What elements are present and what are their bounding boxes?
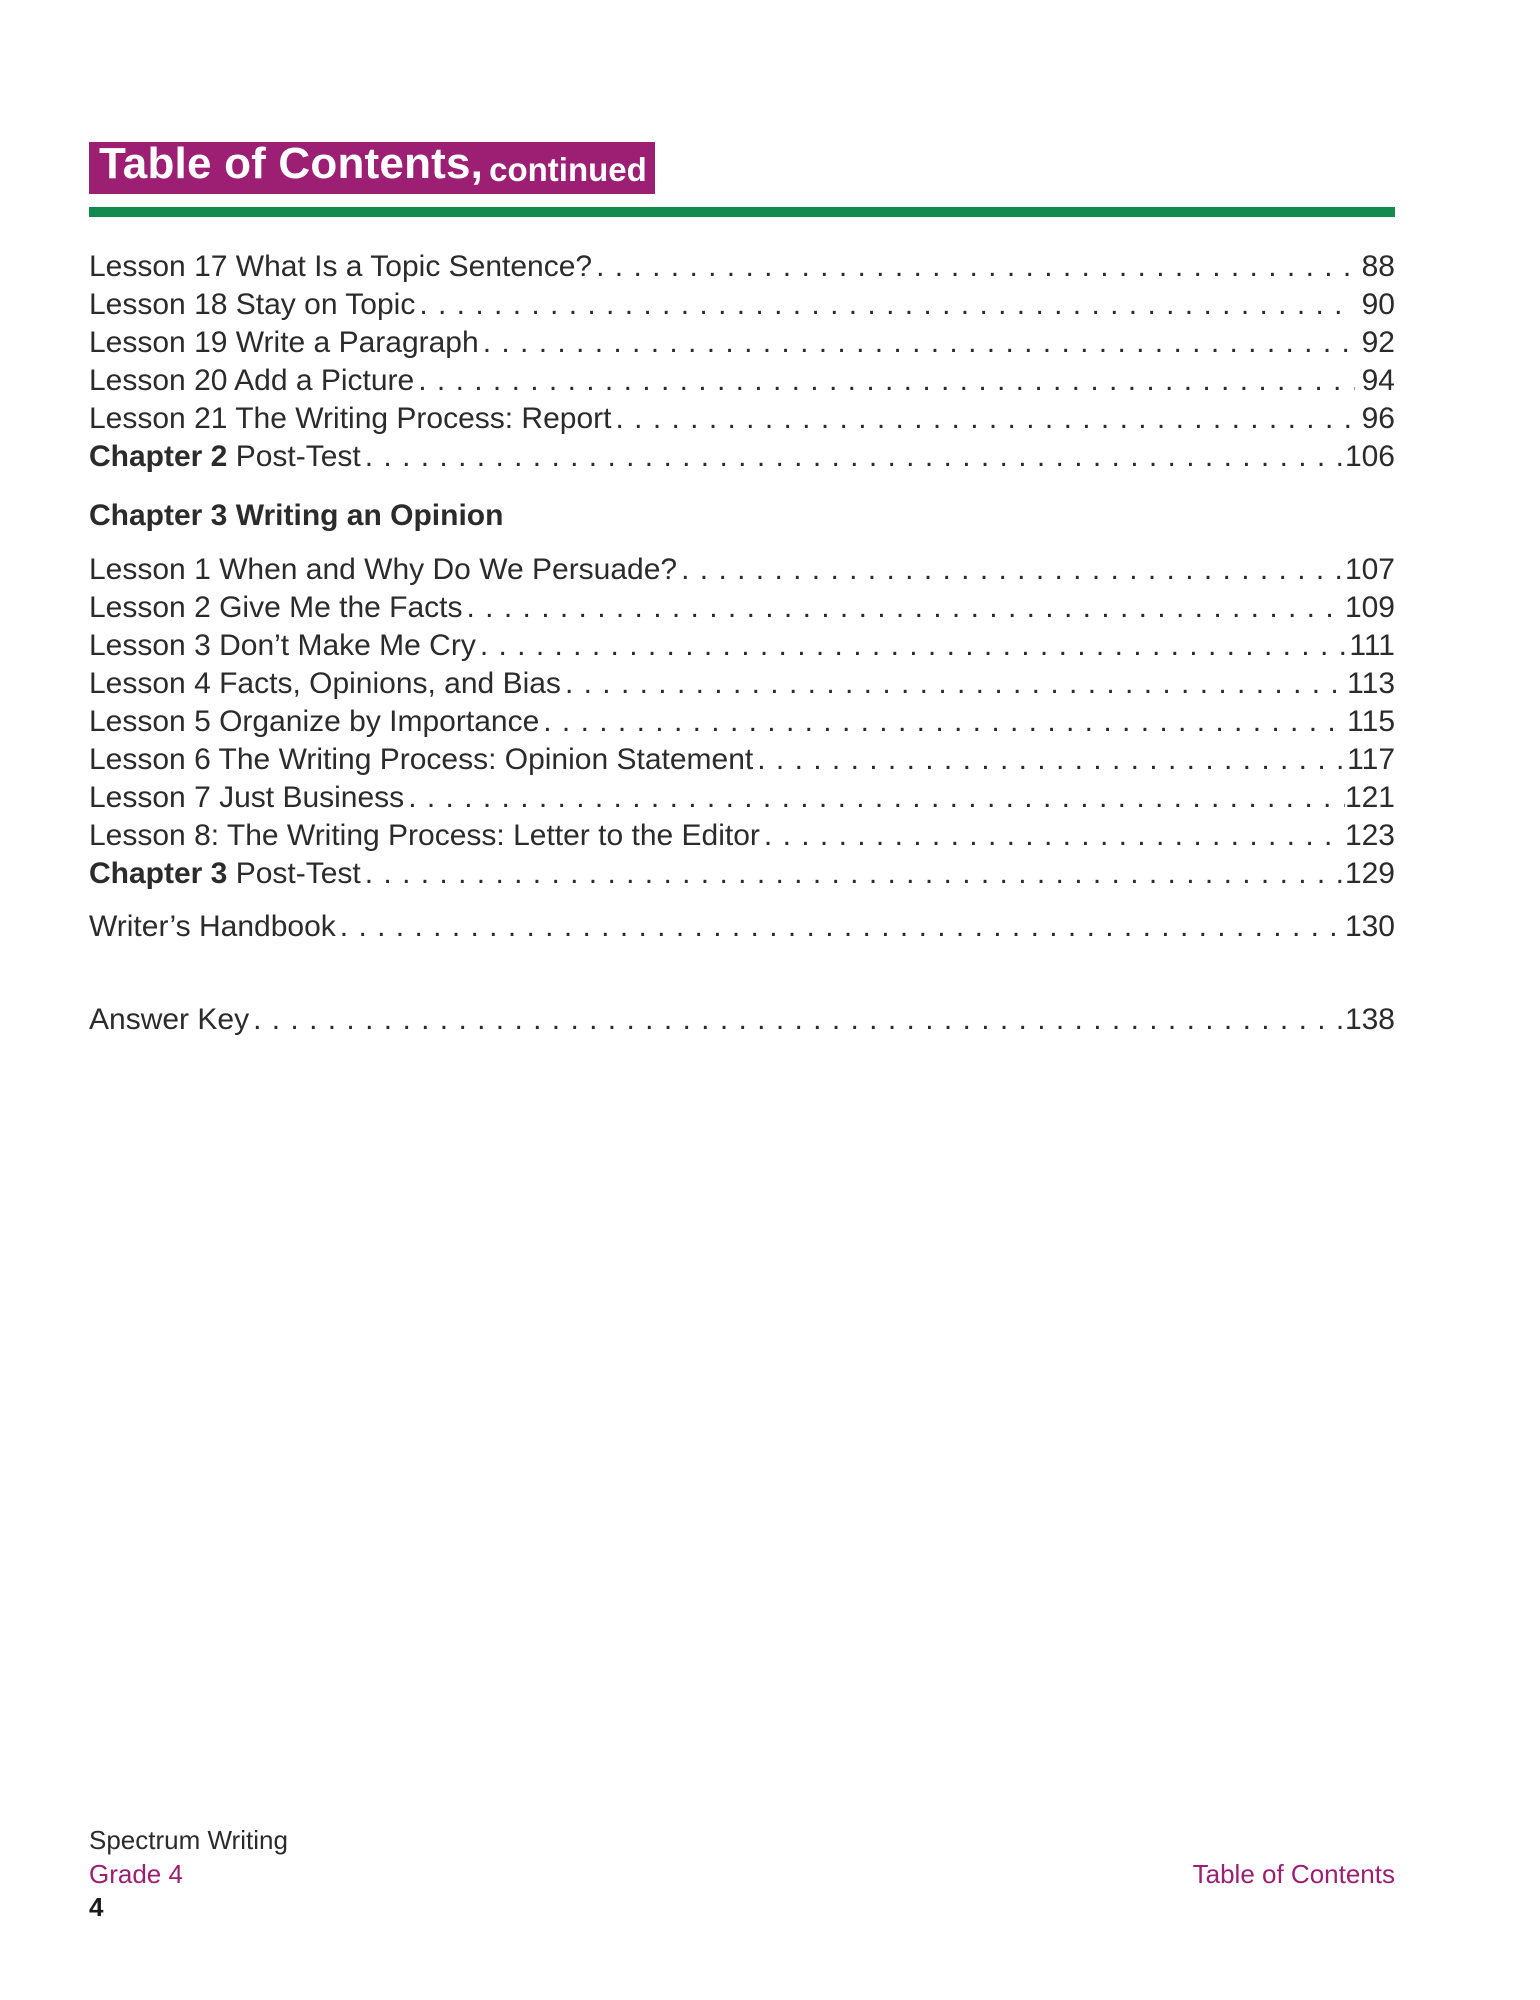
dot-leader bbox=[480, 627, 1350, 665]
toc-entry-label: Post-Test bbox=[227, 440, 361, 473]
dot-leader bbox=[408, 779, 1345, 817]
dot-leader bbox=[681, 551, 1345, 589]
toc-entry-page: 111 bbox=[1349, 629, 1395, 662]
toc-entry-page: 113 bbox=[1347, 667, 1395, 700]
dot-leader bbox=[418, 362, 1355, 400]
toc-entry-label: Lesson 2 Give Me the Facts bbox=[89, 591, 463, 624]
toc-entry-answer-key bbox=[89, 1001, 1395, 1039]
toc-entry-page: 107 bbox=[1344, 553, 1395, 586]
toc-entry-page: 129 bbox=[1344, 857, 1395, 890]
toc-entry-label: Lesson 19 Write a Paragraph bbox=[89, 326, 479, 359]
toc-entry bbox=[89, 703, 1395, 741]
dot-leader bbox=[565, 665, 1347, 703]
toc-entry-page: 109 bbox=[1344, 591, 1395, 624]
toc-entry-page: 138 bbox=[1344, 1003, 1395, 1036]
toc-entry bbox=[89, 400, 1395, 438]
dot-leader bbox=[365, 855, 1345, 893]
toc-entry-label: Lesson 6 The Writing Process: Opinion Statement bbox=[89, 743, 754, 776]
toc-entry bbox=[89, 362, 1395, 400]
toc-entry bbox=[89, 817, 1395, 855]
toc-entry-label: Answer Key bbox=[89, 1003, 250, 1036]
toc-entry-label: Lesson 7 Just Business bbox=[89, 781, 405, 814]
toc-entry-label: Lesson 18 Stay on Topic bbox=[89, 288, 416, 321]
toc-entry-page: 88 bbox=[1361, 250, 1395, 283]
toc-entry bbox=[89, 855, 1395, 893]
toc-entry-label: Lesson 21 The Writing Process: Report bbox=[89, 402, 612, 435]
toc-entry-page: 117 bbox=[1347, 743, 1395, 776]
toc-entry bbox=[89, 741, 1395, 779]
footer-grade: Grade 4 bbox=[89, 1859, 183, 1889]
dot-leader bbox=[483, 324, 1355, 362]
dot-leader bbox=[543, 703, 1347, 741]
dot-leader bbox=[253, 1001, 1345, 1039]
toc-entry-label: Lesson 4 Facts, Opinions, and Bias bbox=[89, 667, 561, 700]
toc-section-handbook bbox=[89, 908, 1395, 946]
chapter-label: Chapter 3 bbox=[89, 857, 228, 890]
page-title bbox=[89, 139, 655, 194]
chapter-label: Chapter 2 bbox=[89, 440, 228, 473]
toc-entry-page: 92 bbox=[1361, 326, 1395, 359]
toc-entry-page: 106 bbox=[1344, 440, 1395, 473]
dot-leader bbox=[365, 438, 1345, 476]
toc-section-chapter-3 bbox=[89, 551, 1395, 893]
dot-leader bbox=[764, 817, 1345, 855]
toc-entry-label: Lesson 17 What Is a Topic Sentence? bbox=[89, 250, 593, 283]
toc-entry bbox=[89, 324, 1395, 362]
toc-entry-label: Lesson 20 Add a Picture bbox=[89, 364, 415, 397]
toc-entry-page: 130 bbox=[1344, 910, 1395, 943]
toc-entry bbox=[89, 589, 1395, 627]
dot-leader bbox=[419, 286, 1355, 324]
toc-entry bbox=[89, 551, 1395, 589]
title-sub: continued bbox=[489, 151, 647, 188]
toc-entry bbox=[89, 627, 1395, 665]
dot-leader bbox=[615, 400, 1355, 438]
dot-leader bbox=[340, 908, 1345, 946]
header-rule bbox=[89, 207, 1395, 217]
dot-leader bbox=[596, 248, 1355, 286]
footer-page-number: 4 bbox=[89, 1892, 104, 1922]
footer-brand: Spectrum Writing bbox=[89, 1825, 288, 1855]
toc-entry-page: 96 bbox=[1361, 402, 1395, 435]
dot-leader bbox=[467, 589, 1345, 627]
toc-entry-handbook bbox=[89, 908, 1395, 946]
toc-entry bbox=[89, 286, 1395, 324]
toc-entry bbox=[89, 248, 1395, 286]
toc-entry bbox=[89, 779, 1395, 817]
dot-leader bbox=[757, 741, 1347, 779]
toc-entry-page: 123 bbox=[1344, 819, 1395, 852]
toc-section-chapter-2 bbox=[89, 248, 1395, 476]
title-main: Table of Contents, bbox=[99, 139, 484, 188]
toc-section-answer-key bbox=[89, 1001, 1395, 1039]
toc-entry-page: 94 bbox=[1361, 364, 1395, 397]
toc-entry-label: Writer’s Handbook bbox=[89, 910, 336, 943]
toc-entry-label: Lesson 3 Don’t Make Me Cry bbox=[89, 629, 476, 662]
footer-section-name: Table of Contents bbox=[1192, 1859, 1395, 1889]
toc-entry-page: 115 bbox=[1347, 705, 1395, 738]
toc-entry-label: Post-Test bbox=[227, 857, 361, 890]
toc-entry-label: Lesson 8: The Writing Process: Letter to the Editor bbox=[89, 819, 760, 852]
chapter-3-heading: Chapter 3 Writing an Opinion bbox=[89, 499, 504, 532]
toc-entry-label: Lesson 5 Organize by Importance bbox=[89, 705, 540, 738]
toc-entry-page: 90 bbox=[1361, 288, 1395, 321]
toc-entry bbox=[89, 438, 1395, 476]
toc-entry bbox=[89, 665, 1395, 703]
toc-entry-page: 121 bbox=[1344, 781, 1395, 814]
toc-entry-label: Lesson 1 When and Why Do We Persuade? bbox=[89, 553, 678, 586]
